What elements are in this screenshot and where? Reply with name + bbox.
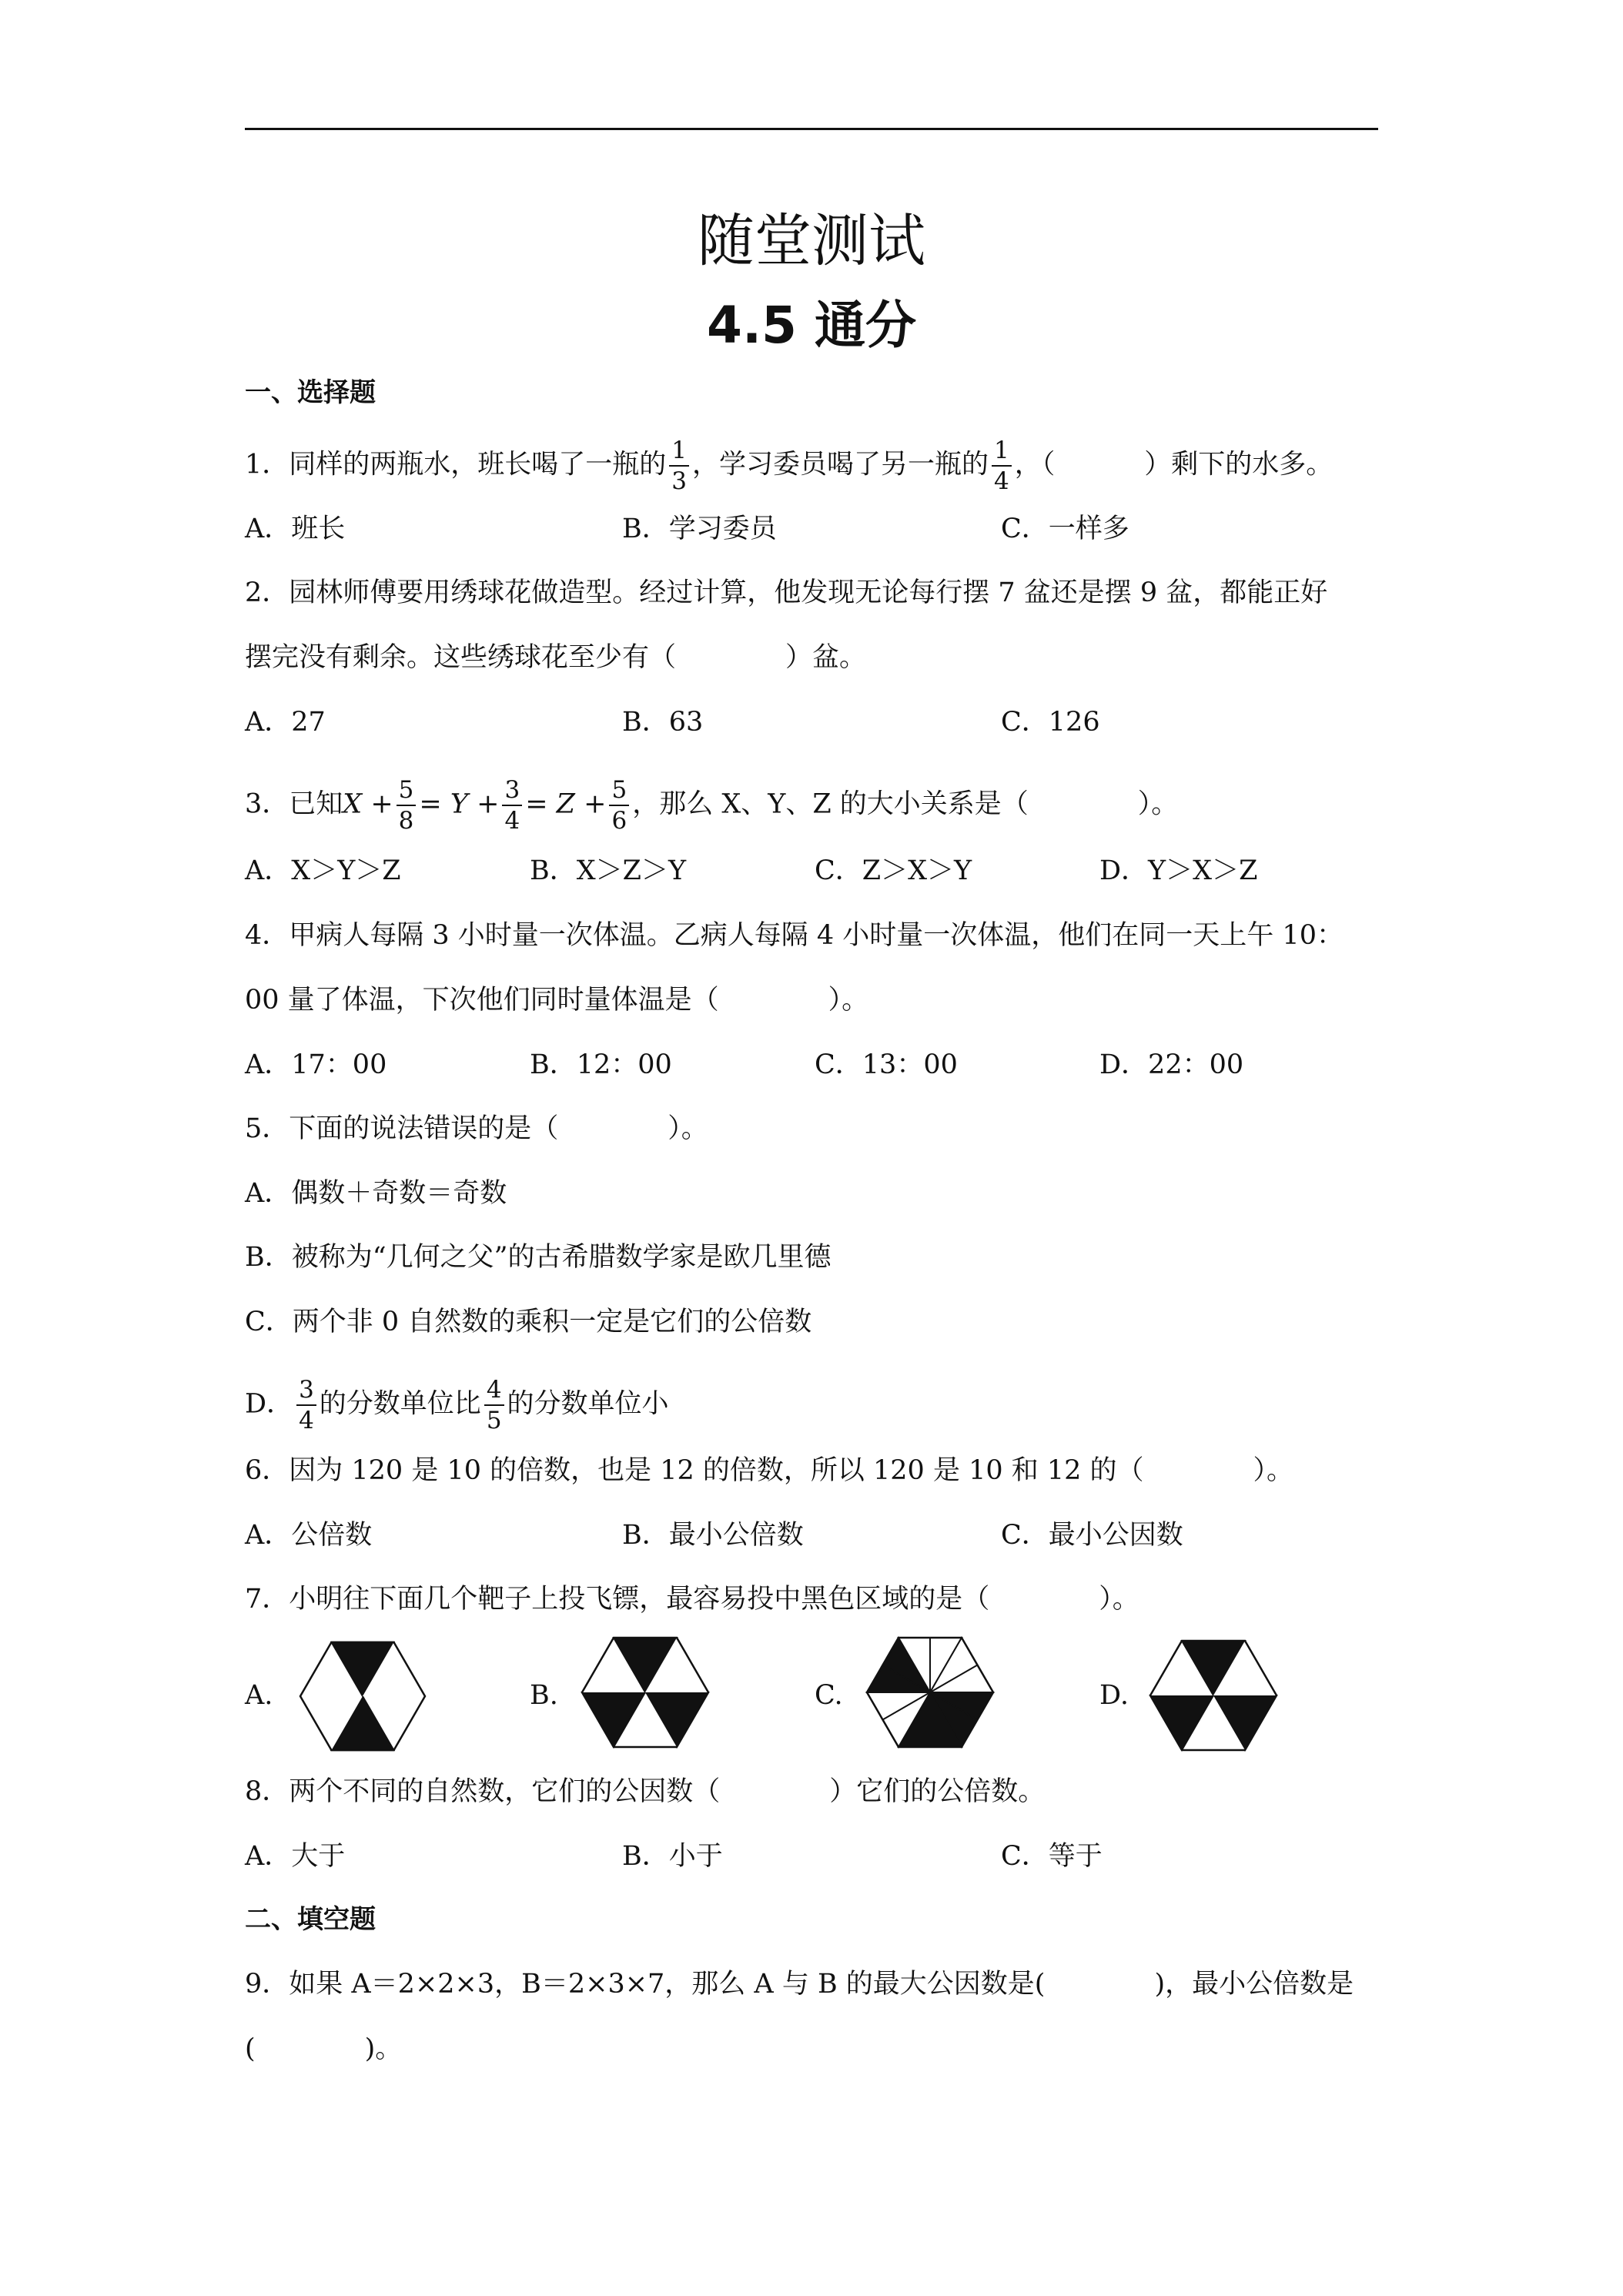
q2-option-b[interactable]: B．63: [622, 707, 704, 738]
question-2-line-1: 2．园林师傅要用绣球花做造型。经过计算，他发现无论每行摆 7 盆还是摆 9 盆，都能正好: [245, 577, 1328, 608]
question-8: [245, 1772, 1045, 1811]
section-heading-fill: 二、填空题: [245, 1904, 376, 1935]
frac-denominator: 4: [299, 1407, 314, 1434]
frac-denominator: 3: [671, 467, 688, 495]
q9-text-c: (: [245, 2033, 256, 2064]
q5-fraction-1: [296, 1375, 316, 1435]
frac-numerator: 3: [296, 1375, 316, 1406]
plus-sign: +: [370, 788, 393, 820]
frac-denominator: 4: [994, 467, 1009, 495]
plus-sign: +: [477, 788, 500, 820]
q9-text-a: 9．如果 A＝2×2×3，B＝2×3×7，那么 A 与 B 的最大公因数是(: [245, 1969, 1046, 2000]
q1-option-a[interactable]: A．班长: [245, 514, 346, 544]
equals-sign: =: [419, 788, 442, 820]
target-hexagon-a[interactable]: [297, 1631, 428, 1762]
q7-option-a-label[interactable]: A.: [245, 1680, 273, 1711]
q6-text-a: 6．因为 120 是 10 的倍数，也是 12 的倍数，所以 120 是 10 和 12 的（: [245, 1455, 1144, 1486]
q6-option-c[interactable]: C．最小公因数: [1001, 1520, 1183, 1551]
q4-option-b[interactable]: B．12：00: [530, 1049, 672, 1080]
q5-text-b: ）。: [668, 1113, 708, 1144]
frac-denominator: 8: [398, 807, 414, 835]
question-5: [245, 1110, 708, 1148]
q1-text-a: 1．同样的两瓶水，班长喝了一瓶的: [245, 449, 667, 480]
q8-option-c[interactable]: C．等于: [1001, 1841, 1103, 1872]
q1-text-c: ，（: [1014, 449, 1056, 480]
q3-text-b: ，那么 X、Y、Z 的大小关系是（: [632, 788, 1029, 820]
q5-d-text-end: 的分数单位小: [507, 1388, 669, 1420]
q5-option-b[interactable]: B．被称为“几何之父”的古希腊数学家是欧几里德: [245, 1242, 832, 1273]
var-y: Y: [450, 788, 468, 820]
header-rule: [245, 128, 1378, 130]
q5-option-a[interactable]: A．偶数＋奇数＝奇数: [245, 1178, 507, 1209]
question-9-line-1: [245, 1965, 1354, 2003]
q1-option-c[interactable]: C．一样多: [1001, 514, 1129, 544]
page-title: 随堂测试: [698, 208, 925, 274]
question-1: [245, 436, 1333, 496]
q7-option-d-label[interactable]: D.: [1099, 1680, 1129, 1711]
q9-text-d: )。: [364, 2033, 403, 2064]
q3-option-c[interactable]: C．Z＞X＞Y: [815, 855, 972, 886]
q5-option-c[interactable]: C．两个非 0 自然数的乘积一定是它们的公倍数: [245, 1307, 812, 1337]
frac-denominator: 4: [504, 807, 520, 835]
target-hexagon-b[interactable]: [579, 1626, 711, 1759]
q6-option-b[interactable]: B．最小公倍数: [622, 1520, 804, 1551]
question-4-line-2: [245, 981, 868, 1019]
var-x: X: [343, 788, 363, 820]
q4-text-b: ）。: [828, 985, 869, 1016]
q5-text-a: 5．下面的说法错误的是（: [245, 1113, 559, 1144]
frac-numerator: 1: [992, 436, 1012, 467]
frac-numerator: 5: [609, 775, 629, 806]
q3-text-a: 3．已知: [245, 788, 343, 820]
q8-text-b: ）它们的公倍数。: [829, 1776, 1046, 1807]
question-6: [245, 1451, 1293, 1490]
q5-option-d[interactable]: [245, 1375, 669, 1435]
q8-option-a[interactable]: A．大于: [245, 1841, 346, 1872]
target-hexagon-c[interactable]: [864, 1626, 996, 1759]
question-9-line-2: [245, 2030, 402, 2068]
q3-text-c: ）。: [1137, 788, 1179, 820]
q5-d-text-mid: 的分数单位比: [319, 1388, 481, 1420]
q2-text-b: ）盆。: [785, 642, 867, 673]
q4-option-c[interactable]: C．13：00: [815, 1049, 958, 1080]
frac-denominator: 5: [486, 1407, 502, 1434]
q3-fraction-1: [397, 775, 417, 835]
q8-option-b[interactable]: B．小于: [622, 1841, 723, 1872]
q3-option-a[interactable]: A．X＞Y＞Z: [245, 855, 401, 886]
q7-text-b: ）。: [1099, 1584, 1139, 1615]
q3-option-b[interactable]: B．X＞Z＞Y: [530, 855, 687, 886]
section-heading-choice: 一、选择题: [245, 377, 376, 408]
q1-option-b[interactable]: B．学习委员: [622, 514, 777, 544]
q9-text-b: )，最小公倍数是: [1154, 1969, 1354, 2000]
page-subtitle: 4.5 通分: [707, 296, 916, 355]
question-7: [245, 1580, 1139, 1618]
q5-fraction-2: [484, 1375, 504, 1435]
q4-text-a: 00 量了体温，下次他们同时量体温是（: [245, 985, 719, 1016]
q3-fraction-3: [609, 775, 629, 835]
option-label: D．: [245, 1388, 294, 1420]
frac-numerator: 5: [397, 775, 417, 806]
q2-text-a: 摆完没有剩余。这些绣球花至少有（: [245, 642, 677, 673]
q2-option-a[interactable]: A．27: [245, 707, 326, 738]
frac-denominator: 6: [611, 807, 627, 835]
frac-numerator: 3: [502, 775, 522, 806]
q8-text-a: 8．两个不同的自然数，它们的公因数（: [245, 1776, 721, 1807]
question-2-line-2: [245, 638, 866, 677]
equals-sign: =: [525, 788, 548, 820]
q1-text-d: ）剩下的水多。: [1144, 449, 1334, 480]
frac-numerator: 1: [669, 436, 689, 467]
q7-option-c-label[interactable]: C.: [815, 1680, 843, 1711]
question-3: [245, 775, 1178, 835]
q1-fraction-1: [669, 436, 689, 496]
plus-sign: +: [584, 788, 607, 820]
q7-text-a: 7．小明往下面几个靶子上投飞镖，最容易投中黑色区域的是（: [245, 1584, 990, 1615]
var-z: Z: [556, 788, 575, 820]
q7-option-b-label[interactable]: B.: [530, 1680, 558, 1711]
frac-numerator: 4: [484, 1375, 504, 1406]
q2-option-c[interactable]: C．126: [1001, 707, 1100, 738]
q3-fraction-2: [502, 775, 522, 835]
target-hexagon-d[interactable]: [1147, 1629, 1280, 1762]
q4-option-a[interactable]: A．17：00: [245, 1049, 387, 1080]
q6-text-b: ）。: [1253, 1455, 1294, 1486]
q4-option-d[interactable]: D．22：00: [1099, 1049, 1244, 1080]
q1-text-b: ，学习委员喝了另一瓶的: [692, 449, 989, 480]
q3-option-d[interactable]: D．Y＞X＞Z: [1099, 855, 1258, 886]
question-4-line-1: 4．甲病人每隔 3 小时量一次体温。乙病人每隔 4 小时量一次体温，他们在同一天上午 10：: [245, 920, 1344, 951]
q1-fraction-2: [992, 436, 1012, 496]
q6-option-a[interactable]: A．公倍数: [245, 1520, 373, 1551]
